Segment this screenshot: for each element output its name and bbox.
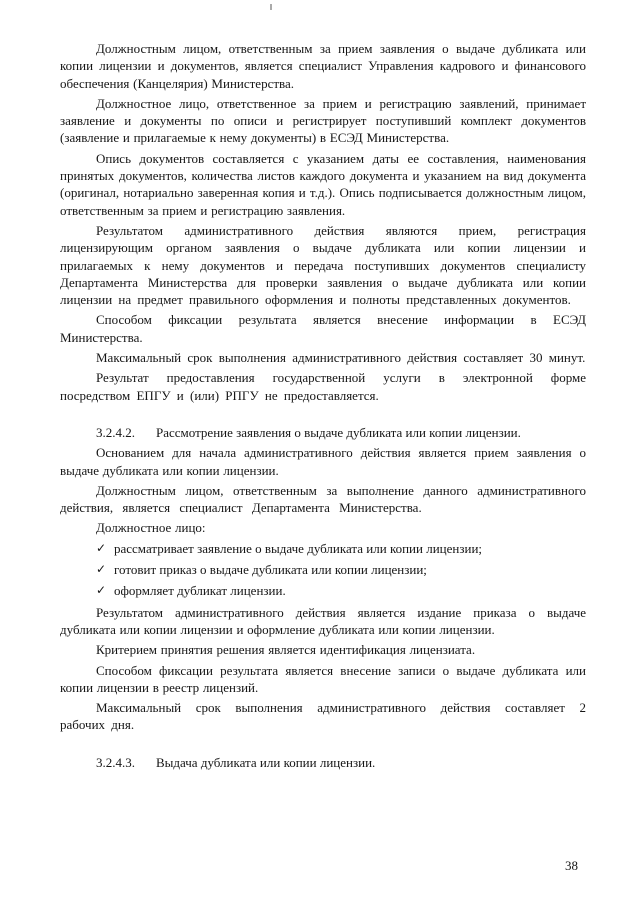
section-number: 3.2.4.2.: [96, 424, 135, 440]
paragraph: Опись документов составляется с указанием даты ее составления, наименования принятых документов, количества листов каждого документа и указанием на вид документа (оригинал, нотариально заверенная копия и т.д.). Опись подписывается должностным лицом, ответственным за прием и регистрацию заявления.: [60, 150, 586, 218]
paragraph: Должностное лицо:: [96, 520, 206, 536]
paragraph: Результатом административного действия является издание приказа о выдаче дубликата или копии лицензии и оформление дубликата или копии лицензии.: [60, 604, 586, 637]
section-number: 3.2.4.3.: [96, 754, 135, 770]
list-item: [60, 561, 586, 578]
paragraph: Максимальный срок выполнения административного действия составляет 2 рабочих дня.: [60, 700, 586, 733]
check-mark-icon: ✓: [96, 540, 107, 555]
list-item: [60, 582, 586, 599]
list-item-text: оформляет дубликат лицензии.: [114, 583, 286, 599]
page-number: 38: [565, 858, 578, 873]
section-heading-3-2-4-2: [60, 424, 586, 441]
paragraph: Критерием принятия решения является идентификация лицензиата.: [96, 642, 476, 658]
paragraph: Результат предоставления государственной услуги в электронной форме посредством ЕПГУ и (или) РПГУ не предоставляется.: [60, 370, 586, 403]
duties-checklist: [60, 540, 586, 600]
check-mark-icon: ✓: [96, 583, 107, 598]
paragraph: Результатом административного действия являются прием, регистрация лицензирующим органом заявления о выдаче дубликата или копии лицензии и прилагаемых к нему документов и передача поступивших документов специалисту Департамента Министерства для проверки заявления о выдаче дубликата или копии лицензии на предмет правильного оформления и полноты представленных документов.: [60, 222, 586, 308]
list-item-text: рассматривает заявление о выдаче дубликата или копии лицензии;: [114, 540, 483, 556]
paragraph: Максимальный срок выполнения административного действия составляет 30 минут.: [96, 350, 586, 366]
spacer: [60, 737, 586, 754]
list-item: [60, 540, 586, 557]
section-title: Рассмотрение заявления о выдаче дубликата или копии лицензии.: [156, 424, 521, 440]
paragraph: Способом фиксации результата является внесение записи о выдаче дубликата или копии лицензии в реестр лицензий.: [60, 662, 586, 695]
paragraph: Должностным лицом, ответственным за прием заявления о выдаче дубликата или копии лицензии и документов, является специалист Управления кадрового и финансового обеспечения (Канцелярия) Министерства.: [60, 41, 586, 91]
section-heading-3-2-4-3: [60, 754, 586, 771]
section-title: Выдача дубликата или копии лицензии.: [156, 754, 376, 770]
spacer: [60, 407, 586, 424]
paragraph: Должностное лицо, ответственное за прием и регистрацию заявлений, принимает заявление и документы по описи и регистрирует поступивший комплект документов (заявление и прилагаемые к нему документы) в ЕСЭД Министерства.: [60, 95, 586, 146]
paragraph: Основанием для начала административного действия является прием заявления о выдаче дубликата или копии лицензии.: [60, 445, 586, 478]
scan-artifact-mark: [270, 4, 272, 10]
paragraph: Должностным лицом, ответственным за выполнение данного административного действия, является специалист Департамента Министерства.: [60, 482, 586, 516]
list-item-text: готовит приказ о выдаче дубликата или копии лицензии;: [114, 562, 427, 578]
document-body: [60, 40, 586, 774]
check-mark-icon: ✓: [96, 562, 107, 577]
paragraph: Способом фиксации результата является внесение информации в ЕСЭД Министерства.: [60, 312, 586, 345]
